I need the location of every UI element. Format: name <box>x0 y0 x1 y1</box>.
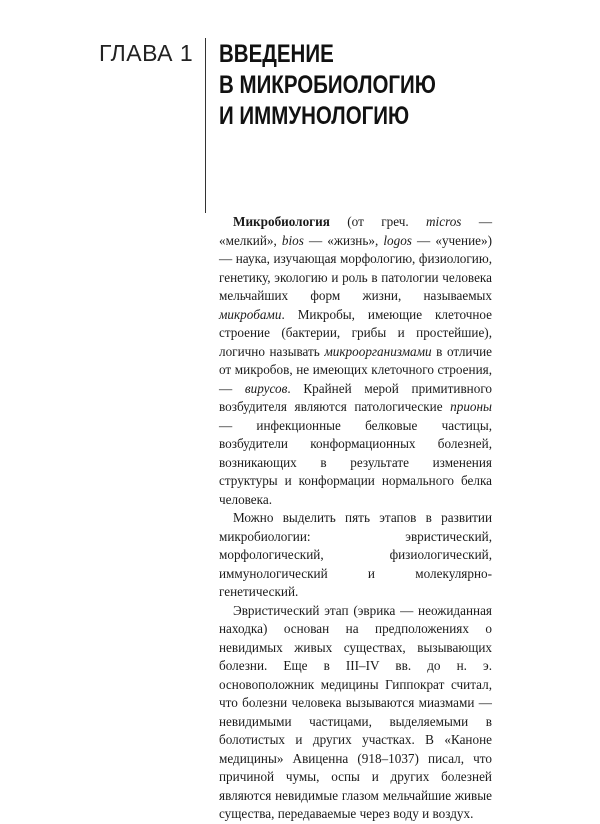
paragraph-stages: Можно выделить пять этапов в развитии микробиологии: эвристический, морфологический, физиологический, иммунологический и молекулярно-генетический. <box>219 510 492 599</box>
text-run: (от греч. <box>329 214 427 229</box>
text-run: — «мелкий», <box>219 214 493 248</box>
chapter-title-line: И ИММУНОЛОГИЮ <box>219 102 410 130</box>
text-run: — «учение») — наука, изучающая морфологию, физиологию, генетику, экологию и роль в патологии человека мельчайших форм жизни, называемых <box>219 232 492 303</box>
term-prions: прионы <box>450 399 492 414</box>
paragraph-definition <box>219 213 492 509</box>
greek-word: logos <box>383 232 412 248</box>
text-run: . Микробы, имеющие клеточное строение (бактерии, грибы и простейшие), логично называть <box>219 306 492 359</box>
term-microorganisms: микроорганизмами <box>324 343 432 359</box>
paragraph-heuristic: Эвристический этап (эврика — неожиданная находка) основан на предположениях о невидимых живых существах, вызывающих болезни. Еще в III–IV вв. до н. э. основоположник медицины Гиппократ считал, что болезни человека вызываются миазмами — невидимыми частицами, выделяемыми в болотистых и других участках. В «Каноне медицины» Авиценна (918–1037) писал, что причиной чумы, оспы и других болезней являются невидимые глазом мельчайшие живые существа, передаваемые через воду и воздух. <box>219 602 492 821</box>
term-microbiology: Микробиология <box>233 214 330 229</box>
text-run: — «жизнь», <box>303 232 384 248</box>
chapter-title-line: ВВЕДЕНИЕ <box>219 40 334 68</box>
text-run: в отличие от микробов, не имеющих клеточного строения, — <box>219 343 492 396</box>
greek-word: micros <box>426 214 462 229</box>
body-text <box>219 213 492 824</box>
chapter-title <box>219 39 436 132</box>
text-run: — инфекционные белковые частицы, возбудители конформационных болезней, возникающих в результате изменения структуры и конформации нормального белка человека. <box>219 417 492 507</box>
greek-word: bios <box>281 232 304 248</box>
term-viruses: вирусов <box>244 380 288 396</box>
chapter-divider <box>205 38 206 213</box>
term-microbes: микробами <box>219 306 282 322</box>
text-run: . Крайней мерой примитивного возбудителя являются патологические <box>219 380 492 414</box>
chapter-title-line: В МИКРОБИОЛОГИЮ <box>219 71 436 99</box>
chapter-number: ГЛАВА 1 <box>99 40 194 66</box>
